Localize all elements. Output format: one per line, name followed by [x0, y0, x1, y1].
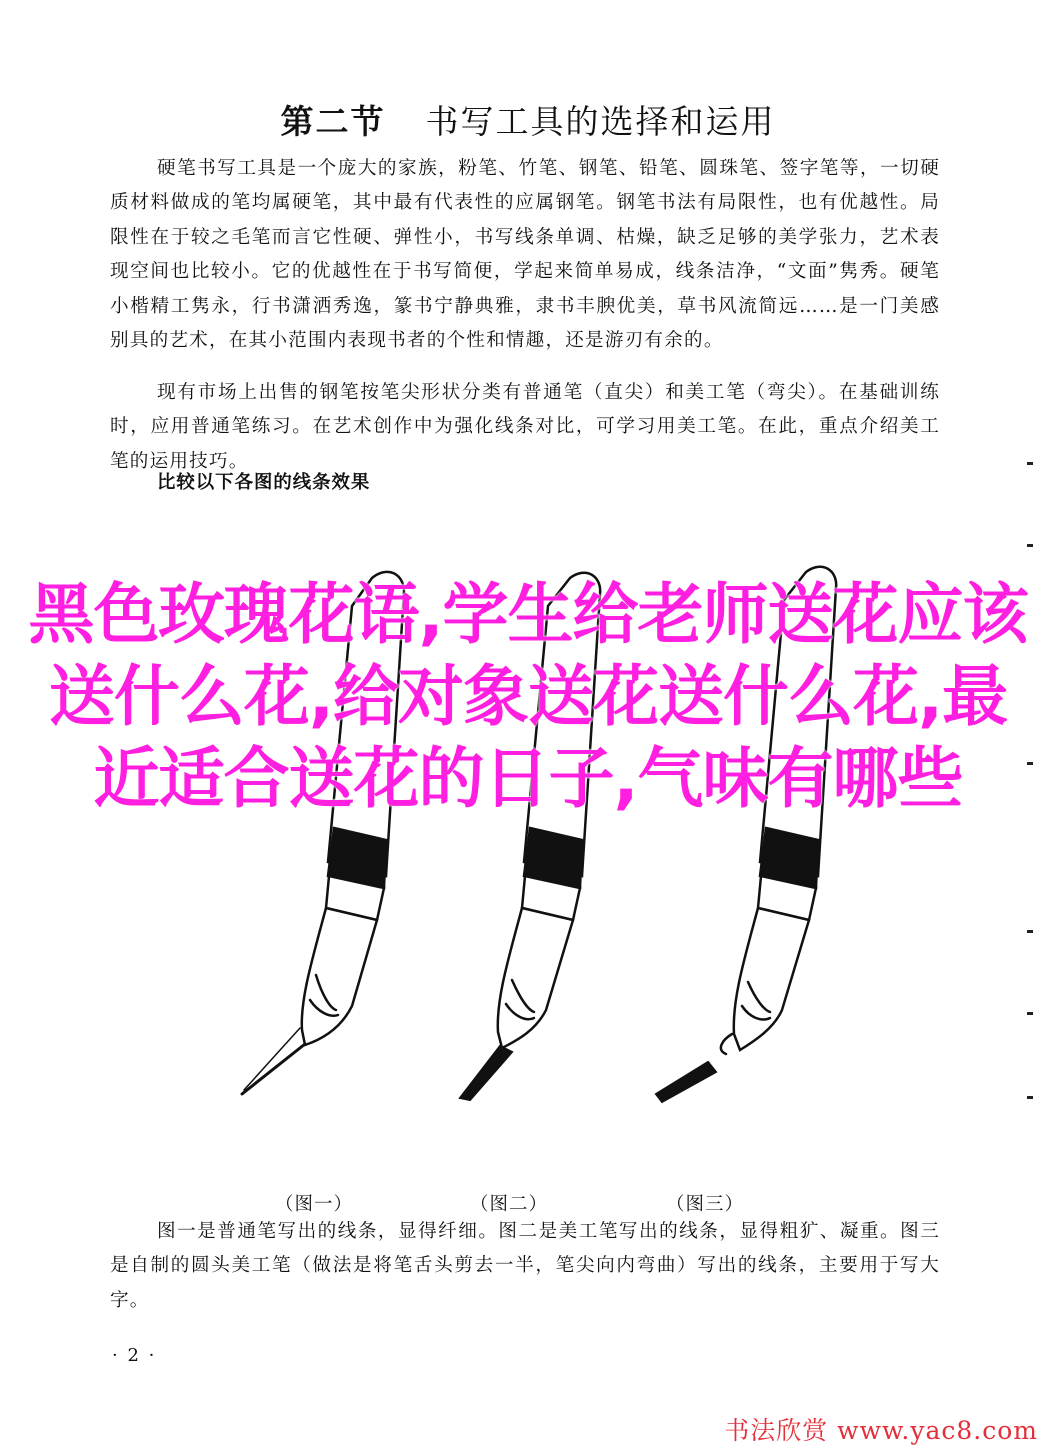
- margin-tick-mark: [1027, 1096, 1033, 1099]
- figure-1-label: （图一）: [275, 1194, 354, 1215]
- figure-3-label: （图三）: [666, 1194, 745, 1215]
- section-number: 第二节: [280, 102, 386, 141]
- figure-2-label: （图二）: [470, 1194, 549, 1215]
- page-number: · 2 ·: [112, 1345, 157, 1366]
- overlay-title: 黑色玫瑰花语,学生给老师送花应该送什么花,给对象送花送什么花,最近适合送花的日子,气味有哪些: [28, 576, 1028, 817]
- margin-tick-mark: [1027, 462, 1033, 465]
- figure-comparison-heading: 比较以下各图的线条效果: [157, 472, 371, 493]
- margin-tick-mark: [1027, 930, 1033, 933]
- margin-tick-mark: [1027, 544, 1033, 547]
- paragraph-figure-explanation: 图一是普通笔写出的线条，显得纤细。图二是美工笔写出的线条，显得粗犷、凝重。图三是自制的圆头美工笔（做法是将笔舌头剪去一半，笔尖向内弯曲）写出的线条，主要用于写大字。: [110, 1221, 940, 1311]
- paragraph-intro: 硬笔书写工具是一个庞大的家族，粉笔、竹笔、钢笔、铅笔、圆珠笔、签字笔等，一切硬质材料做成的笔均属硬笔，其中最有代表性的应属钢笔。钢笔书法有局限性，也有优越性。局限性在于较之毛笔而言它性硬、弹性小，书写线条单调、枯燥，缺乏足够的美学张力，艺术表现空间也比较小。它的优越性在于书写简便，学起来简单易成，线条洁净，“文面”隽秀。硬笔小楷精工隽永，行书潇洒秀逸，篆书宁静典雅，隶书丰腴优美，草书风流简远……是一门美感别具的艺术，在其小范围内表现书者的个性和情趣，还是游刃有余的。: [110, 158, 940, 352]
- paragraph-market: 现有市场上出售的钢笔按笔尖形状分类有普通笔（直尖）和美工笔（弯尖）。在基础训练时，应用普通笔练习。在艺术创作中为强化线条对比，可学习用美工笔。在此，重点介绍美工笔的运用技巧。: [110, 382, 940, 472]
- section-title: 书写工具的选择和运用: [425, 102, 776, 141]
- site-watermark: 书法欣赏 www.yac8.com: [724, 1416, 1038, 1445]
- margin-tick-mark: [1027, 1012, 1033, 1015]
